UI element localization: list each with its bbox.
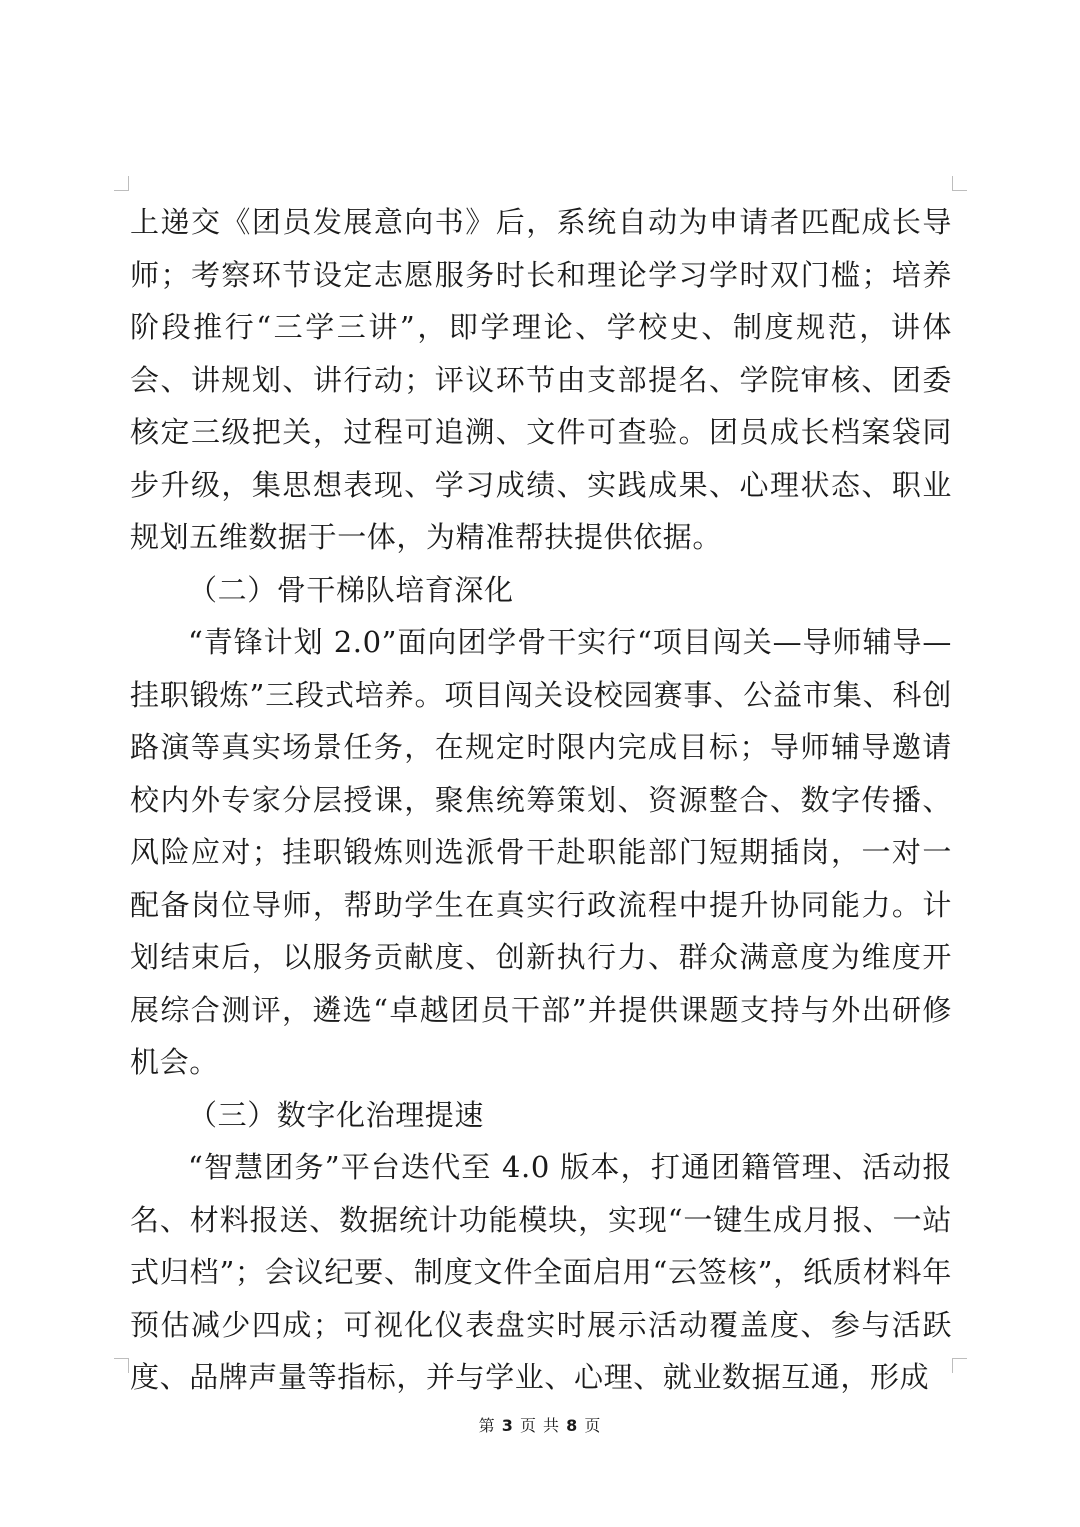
current-page-number: 3 xyxy=(501,1416,514,1435)
footer-suffix: 页 xyxy=(578,1416,602,1435)
section-heading-3: （三）数字化治理提速 xyxy=(188,1097,485,1132)
total-page-count: 8 xyxy=(566,1416,579,1435)
paragraph-continued: 上递交《团员发展意向书》后，系统自动为申请者匹配成长导师；考察环节设定志愿服务时长和理论学习学时双门槛；培养阶段推行“三学三讲”，即学理论、学校史、制度规范，讲体会、讲规划、讲行动；评议环节由支部提名、学院审核、团委核定三级把关，过程可追溯、文件可查验。团员成长档案袋同步升级，集思想表现、学习成绩、实践成果、心理状态、职业规划五维数据于一体，为精准帮扶提供依据。 xyxy=(130,205,952,554)
footer-prefix: 第 xyxy=(478,1416,502,1435)
margin-corner-mark-bottom-right xyxy=(952,1358,967,1373)
paragraph-backbone-training: “青锋计划 2.0”面向团学骨干实行“项目闯关—导师辅导—挂职锻炼”三段式培养。项目闯关设校园赛事、公益市集、科创路演等真实场景任务，在规定时限内完成目标；导师辅导邀请校内外专家分层授课，聚焦统筹策划、资源整合、数字传播、风险应对；挂职锻炼则选派骨干赴职能部门短期插岗，一对一配备岗位导师，帮助学生在真实行政流程中提升协同能力。计划结束后，以服务贡献度、创新执行力、群众满意度为维度开展综合测评，遴选“卓越团员干部”并提供课题支持与外出研修机会。 xyxy=(130,625,952,1079)
page-footer xyxy=(0,1413,1080,1436)
margin-corner-mark-bottom-left xyxy=(114,1358,129,1373)
paragraph-digital-governance: “智慧团务”平台迭代至 4.0 版本，打通团籍管理、活动报名、材料报送、数据统计功能模块，实现“一键生成月报、一站式归档”；会议纪要、制度文件全面启用“云签核”，纸质材料年预估减少四成；可视化仪表盘实时展示活动覆盖度、参与活跃度、品牌声量等指标，并与学业、心理、就业数据互通，形成 xyxy=(130,1150,952,1394)
margin-corner-mark-top-left xyxy=(114,176,129,191)
document-body xyxy=(130,196,952,1404)
margin-corner-mark-top-right xyxy=(952,176,967,191)
section-heading-2: （二）骨干梯队培育深化 xyxy=(188,572,514,607)
footer-middle: 页 共 xyxy=(513,1416,567,1435)
